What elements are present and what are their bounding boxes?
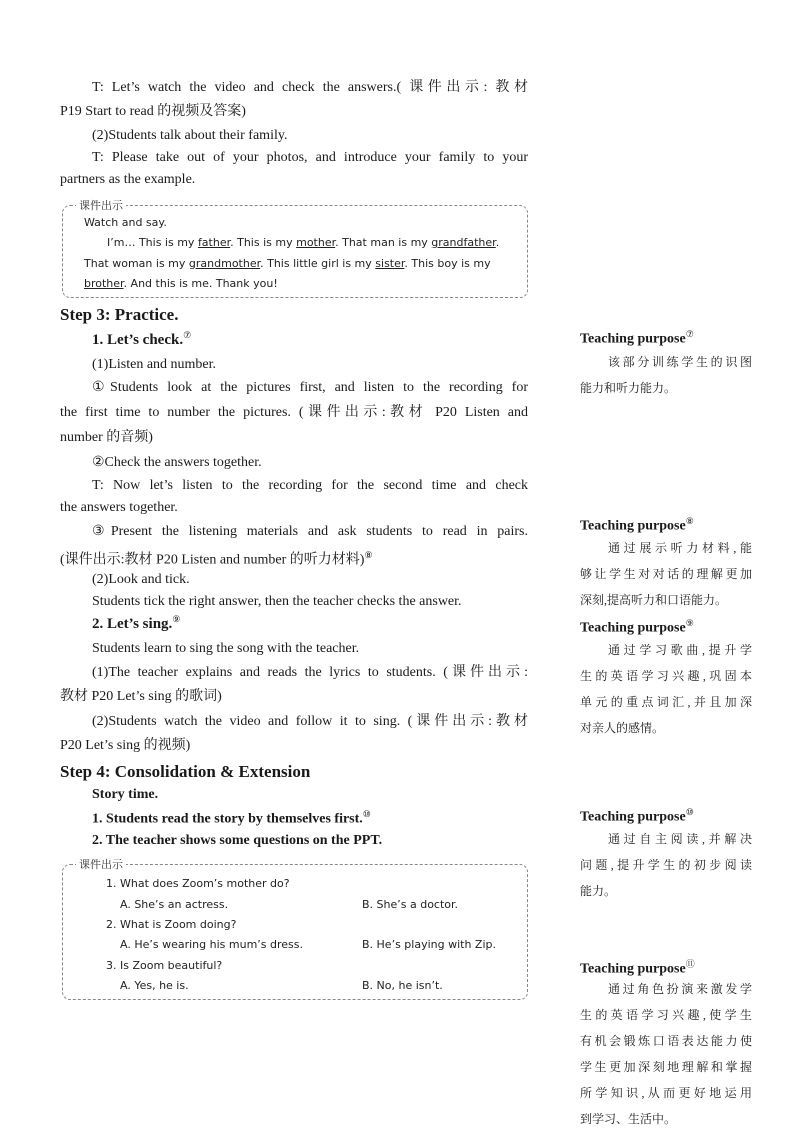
- teaching-purpose-text: 通过自主阅读,并解决 问题,提升学生的初步阅读 能力。: [580, 832, 752, 898]
- sub-heading: Story time.: [92, 787, 159, 802]
- paragraph-line: 教材 P20 Let’s sing 的歌词): [60, 689, 222, 704]
- step-heading: Step 3: Practice.: [60, 305, 179, 324]
- option: B. He’s playing with Zip.: [362, 938, 497, 951]
- step-heading: Step 4: Consolidation & Extension: [60, 762, 311, 781]
- paragraph-line: (1)The teacher explains and reads the lyrics to students. (课件出示:: [92, 665, 528, 680]
- sub-heading: 1. Let’s check.⑦: [92, 330, 192, 348]
- sub-heading: 2. Let’s sing.⑨: [92, 614, 181, 632]
- teaching-purpose-text: 该部分训练学生的识图 能力和听力能力。: [580, 355, 752, 395]
- teaching-purpose-title: Teaching purpose⑩: [580, 807, 694, 825]
- paragraph-line: (2)Students talk about their family.: [92, 128, 288, 143]
- paragraph-line: T: Let’s watch the video and check the answers.( 课件出示: 教材: [92, 80, 528, 95]
- courseware-label: 课件出示: [76, 197, 126, 213]
- option: A. He’s wearing his mum’s dress.: [120, 938, 303, 951]
- paragraph-line: T: Please take out of your photos, and introduce your family to your: [92, 150, 528, 165]
- teaching-purpose-text: 通过角色扮演来激发学 生的英语学习兴趣,使学生 有机会锻炼口语表达能力使 学生更加深刻地理解和掌握 所学知识,从而更好地运用 到学习、生活中。: [580, 982, 752, 1126]
- question: 3. Is Zoom beautiful?: [106, 959, 223, 972]
- paragraph-line: ②Check the answers together.: [92, 455, 262, 470]
- question: 2. What is Zoom doing?: [106, 918, 237, 931]
- paragraph-line: Students tick the right answer, then the teacher checks the answer.: [92, 594, 462, 609]
- paragraph-line: ③Present the listening materials and ask students to read in pairs.: [92, 524, 528, 539]
- box-line: Watch and say.: [84, 216, 167, 229]
- teaching-purpose-title: Teaching purpose⑨: [580, 618, 694, 636]
- paragraph-line: Students learn to sing the song with the teacher.: [92, 641, 360, 656]
- sub-heading: 2. The teacher shows some questions on the PPT.: [92, 833, 383, 848]
- paragraph-line: (1)Listen and number.: [92, 357, 217, 372]
- paragraph-line: P19 Start to read 的视频及答案): [60, 104, 246, 119]
- paragraph-line: (2)Students watch the video and follow it to sing. (课件出示:教材: [92, 714, 528, 729]
- paragraph-line: partners as the example.: [60, 172, 196, 187]
- paragraph-line: P20 Let’s sing 的视频): [60, 738, 191, 753]
- courseware-label: 课件出示: [76, 856, 126, 872]
- question: 1. What does Zoom’s mother do?: [106, 877, 290, 890]
- box-line: brother. And this is me. Thank you!: [84, 277, 278, 290]
- option: A. She’s an actress.: [120, 898, 229, 911]
- option: B. No, he isn’t.: [362, 979, 443, 992]
- sub-heading: 1. Students read the story by themselves first.⑩: [92, 809, 371, 827]
- option: B. She’s a doctor.: [362, 898, 459, 911]
- box-line: That woman is my grandmother. This little girl is my sister. This boy is my: [84, 257, 491, 270]
- paragraph-line: T: Now let’s listen to the recording for the second time and check: [92, 478, 528, 493]
- teaching-purpose-text: 通过展示听力材料,能 够让学生对对话的理解更加 深刻,提高听力和口语能力。: [580, 541, 752, 607]
- paragraph-line: (课件出示:教材 P20 Listen and number 的听力材料)⑧: [60, 550, 373, 568]
- box-line: I’m… This is my father. This is my mother. That man is my grandfather.: [107, 236, 500, 249]
- paragraph-line: number 的音频): [60, 430, 153, 445]
- paragraph-line: the answers together.: [60, 500, 178, 515]
- teaching-purpose-title: Teaching purpose⑦: [580, 329, 694, 347]
- paragraph-line: ①Students look at the pictures first, and listen to the recording for: [92, 380, 528, 395]
- teaching-purpose-title: Teaching purpose⑪: [580, 959, 695, 977]
- option: A. Yes, he is.: [120, 979, 189, 992]
- teaching-purpose-text: 通过学习歌曲,提升学 生的英语学习兴趣,巩固本 单元的重点词汇,并且加深 对亲人的感情。: [580, 643, 752, 735]
- paragraph-line: the first time to number the pictures. (课件出示:教材 P20 Listen and: [60, 405, 528, 420]
- paragraph-line: (2)Look and tick.: [92, 572, 190, 587]
- teaching-purpose-title: Teaching purpose⑧: [580, 516, 694, 534]
